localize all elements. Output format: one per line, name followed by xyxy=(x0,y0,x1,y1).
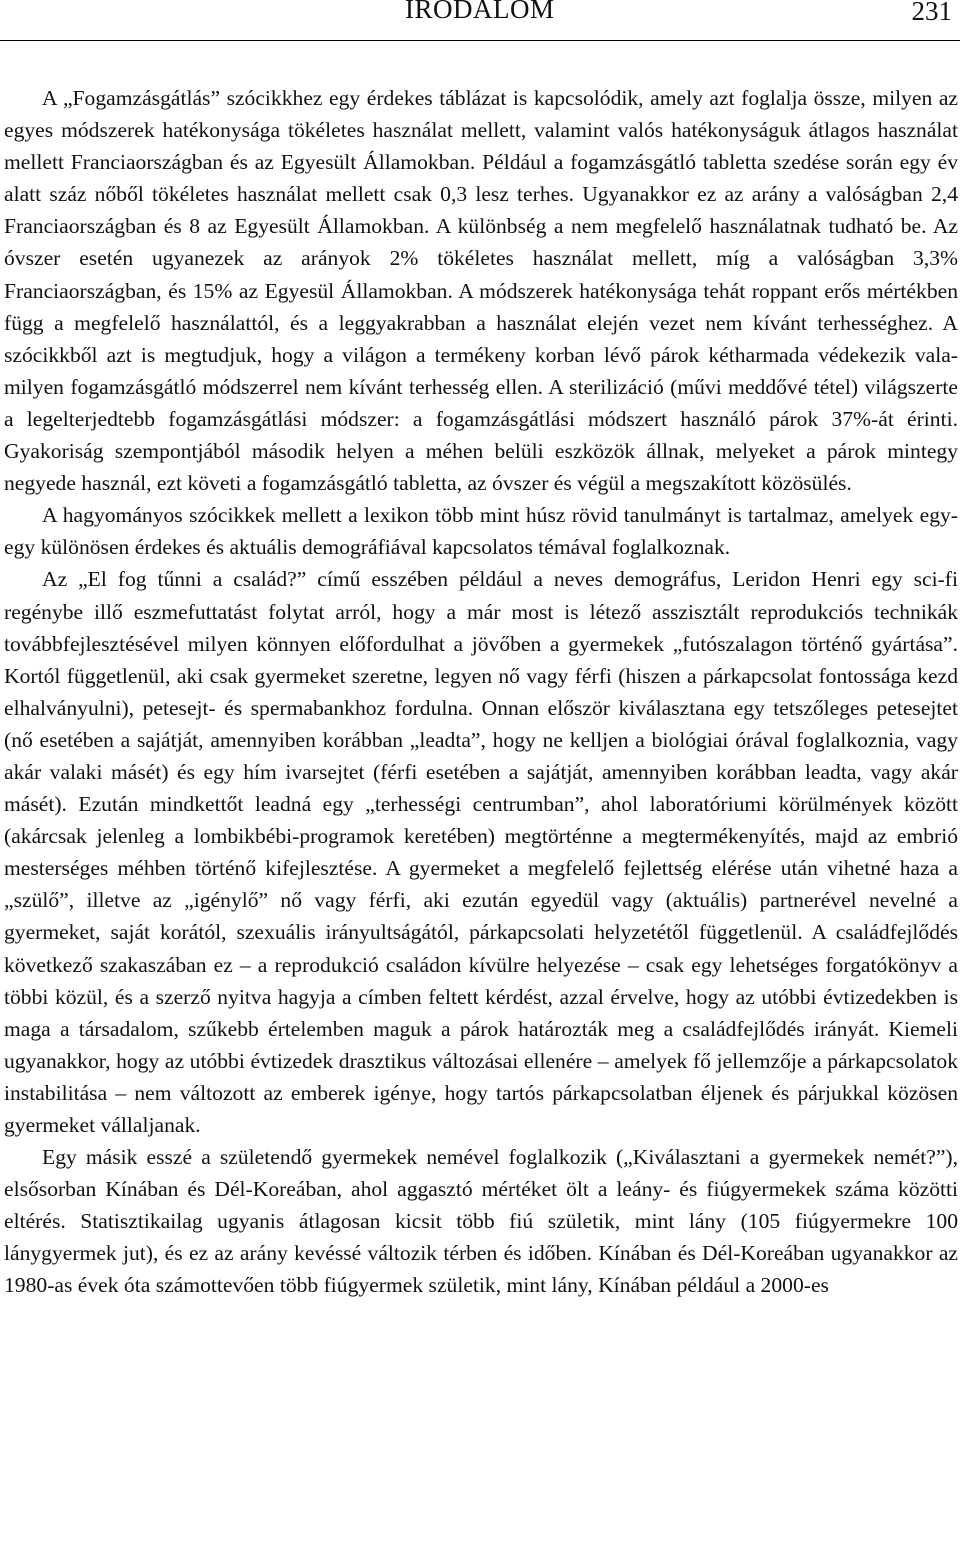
running-header xyxy=(0,0,960,41)
body-text xyxy=(4,82,958,1302)
paragraph: Egy másik esszé a születendő gyermekek nemével foglalkozik („Kiválasztani a gyermekek nemét?”), elsősorban Kínában és Dél-Koreában, ahol aggasztó mértéket ölt a leány- és fiúgyermekek száma közötti eltérés. Statisztikailag ugyanis átlagosan kicsit több fiú születik, mint lány (105 fiúgyermekre 100 lánygyermek jut), és ez az arány kevéssé változik térben és időben. Kínában és Dél-Koreában ugyanakkor az 1980-as évek óta számottevően több fiúgyermek születik, mint lány, Kínában például a 2000-es xyxy=(4,1145,958,1298)
page-number: 231 xyxy=(911,0,952,26)
paragraph: A hagyományos szócikkek mellett a lexikon több mint húsz rövid tanulmányt is tartalmaz, amelyek egy-egy különösen érdekes és aktuális demográfiával kapcsolatos témával foglalkoznak. xyxy=(4,503,958,560)
paragraph: Az „El fog tűnni a család?” című esszében például a neves demográfus, Leridon Henri egy sci-fi regénybe illő eszmefuttatást folytat arról, hogy a már most is létező asszisztált reprodukciós technikák továbbfejlesztésével milyen könnyen előfordulhat a jövőben a gyermekek „futószalagon történő gyártása”. Kortól függetlenül, aki csak gyermeket szeretne, legyen nő vagy férfi (hiszen a párkapcsolat fontossága kezd elhalványulni), petesejt- és spermabankhoz fordulna. Onnan először kiválasztana egy tetszőleges petesejtet (nő esetében a sajátját, amennyiben korábban „leadta”, hogy ne kelljen a biológiai órával foglalkoznia, vagy akár valaki másét) és egy hím ivarsejtet (férfi esetében a sajátját, amennyiben korábban leadta, vagy akár másét). Ezután mindkettőt leadná egy „terhességi centrumban”, ahol laboratóriumi körülmények között (akárcsak jelenleg a lombikbébi-programok keretében) megtörténne a megtermékenyítés, majd az embrió mesterséges méhben történő kifejlesztése. A gyermeket a megfelelő fejlettség elérése után vihetné haza a „szülő”, illetve az „igénylő” nő vagy férfi, aki ezután egyedül vagy (aktuális) partnerével nevelné a gyermeket, saját korától, szexuális irányultságától, párkapcsolati helyzetétől függetlenül. A családfejlődés következő szakaszában ez – a reprodukció családon kívülre helyezése – csak egy lehetséges forgatókönyv a többi közül, és a szerző nyitva hagyja a címben feltett kérdést, azzal érvelve, hogy az utóbbi évtizedekben is maga a társadalom, szűkebb értelemben maguk a párok határozták meg a családfejlődés irányát. Kiemeli ugyanakkor, hogy az utóbbi évtizedek drasztikus változásai ellenére – amelyek fő jellemzője a párkapcsolatok instabilitása – nem változott az emberek igénye, hogy tartós párkapcsolatban éljenek és párjukkal közösen gyermeket vállaljanak. xyxy=(4,567,958,1137)
header-title: IRODALOM xyxy=(405,0,555,24)
paragraph: A „Fogamzásgátlás” szócikkhez egy érdekes táblázat is kapcsolódik, amely azt foglalja össze, milyen az egyes módszerek hatékonysága tökéletes használat mellett, valamint valós hatékonyságuk átlagos használat mellett Franciaországban és az Egyesült Államokban. Például a fogamzásgátló tabletta szedése során egy év alatt száz nőből tökéletes használat mellett csak 0,3 lesz terhes. Ugyanakkor ez az arány a valóságban 2,4 Franciaországban és 8 az Egyesült Államokban. A különbség a nem megfelelő használatnak tudható be. Az óvszer esetén ugyanezek az arányok 2% tökéletes használat mellett, míg a valóságban 3,3% Franciaországban, és 15% az Egyesül Államokban. A módszerek hatékonysága tehát roppant erős mértékben függ a megfelelő használattól, és a leggyakrabban a használat elején vezet nem kívánt terhességhez. A szócikkből azt is megtudjuk, hogy a világon a termékeny korban lévő párok kétharmada védekezik valamilyen fogamzásgátló módszerrel nem kívánt terhesség ellen. A sterilizáció (művi meddővé tétel) világszerte a legelterjedtebb fogamzásgátlási módszer: a fogamzásgátlási módszert használó párok 37%-át érinti. Gyakoriság szempontjából második helyen a méhen belüli eszközök állnak, melyeket a párok mintegy negyede használ, ezt követi a fogamzásgátló tabletta, az óvszer és végül a megszakított közösülés. xyxy=(4,86,958,496)
